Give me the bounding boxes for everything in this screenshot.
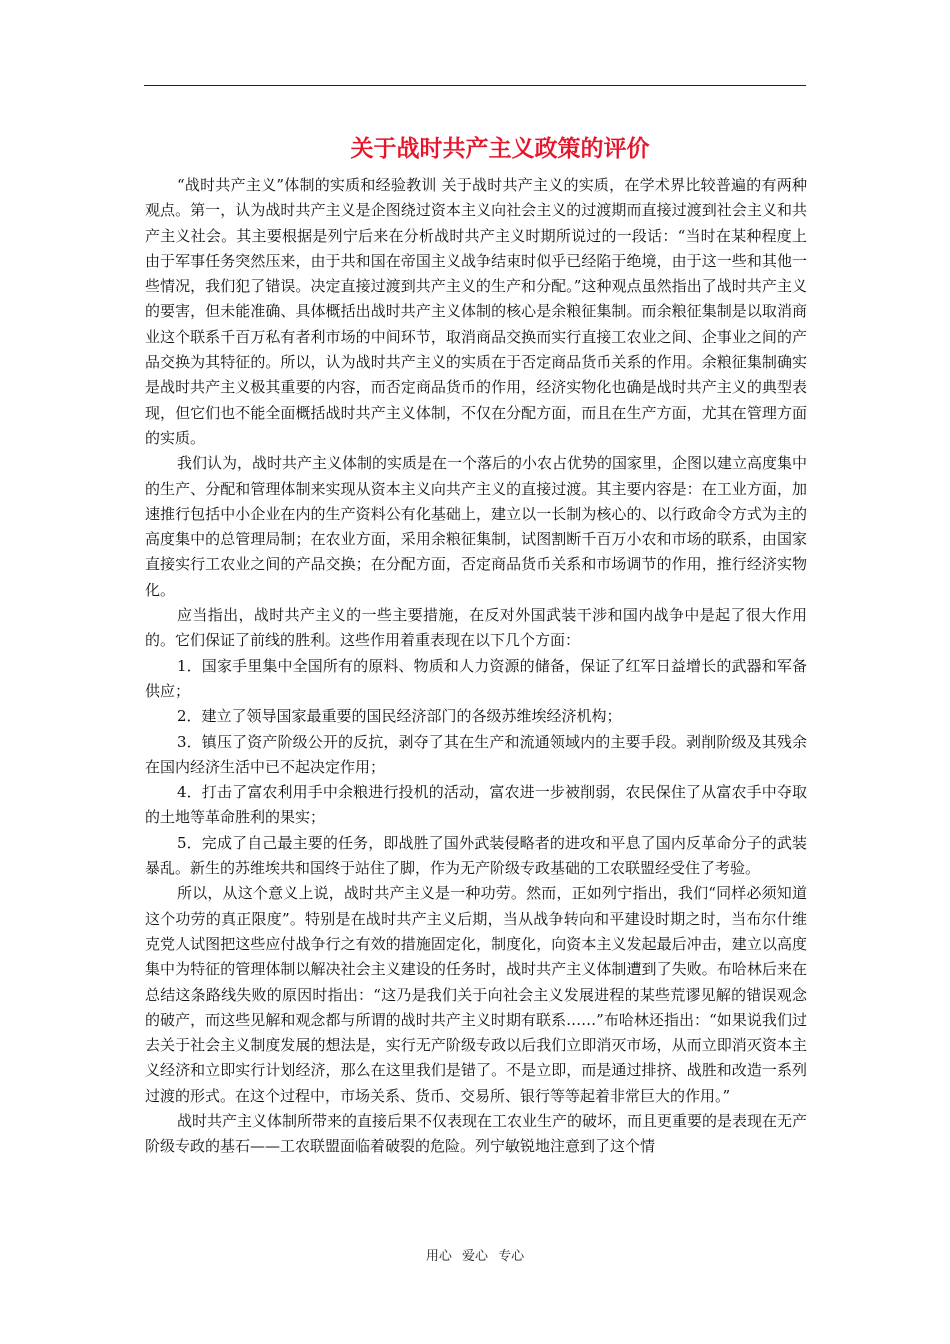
article-body [145,173,807,1160]
list-item: 1．国家手里集中全国所有的原料、物质和人力资源的储备，保证了红军日益增长的武器和军备供应； [145,656,807,700]
paragraph: 应当指出，战时共产主义的一些主要措施，在反对外国武装干涉和国内战争中是起了很大作用的。它们保证了前线的胜利。这些作用着重表现在以下几个方面： [145,606,807,650]
paragraph: “战时共产主义”体制的实质和经验教训 关于战时共产主义的实质，在学术界比较普遍的有两种观点。第一，认为战时共产主义是企图绕过资本主义向社会主义的过渡期而直接过渡到社会主义和共产主义社会。其主要根据是列宁后来在分析战时共产主义时期所说过的一段话：“当时在某种程度上由于军事任务突然压来，由于共和国在帝国主义战争结束时似乎已经陷于绝境，由于这一些和其他一些情况，我们犯了错误。决定直接过渡到共产主义的生产和分配。”这种观点虽然指出了战时共产主义的要害，但未能准确、具体概括出战时共产主义体制的核心是余粮征集制。而余粮征集制是以取消商业这个联系千百万私有者利市场的中间环节，取消商品交换而实行直接工农业之间、企事业之间的产品交换为其特征的。所以，认为战时共产主义的实质在于否定商品货币关系的作用。余粮征集制确实是战时共产主义极其重要的内容，而否定商品货币的作用，经济实物化也确是战时共产主义的典型表现，但它们也不能全面概括战时共产主义体制，不仅在分配方面，而且在生产方面，尤其在管理方面的实质。 [145,176,807,447]
paragraph: 所以，从这个意义上说，战时共产主义是一种功劳。然而，正如列宁指出，我们“同样必须知道这个功劳的真正限度”。特别是在战时共产主义后期，当从战争转向和平建设时期之时，当布尔什维克党人试图把这些应付战争行之有效的措施固定化，制度化，向资本主义发起最后冲击，建立以高度集中为特征的管理体制以解决社会主义建设的任务时，战时共产主义体制遭到了失败。布哈林后来在总结这条路线失败的原因时指出：“这乃是我们关于向社会主义发展进程的某些荒谬见解的错误观念的破产，而这些见解和观念都与所谓的战时共产主义时期有联系……”布哈林还指出：“如果说我们过去关于社会主义制度发展的想法是，实行无产阶级专政以后我们立即消灭市场，从而立即消灭资本主义经济和立即实行计划经济，那么在这里我们是错了。不是立即，而是通过排挤、战胜和改造一系列过渡的形式。在这个过程中，市场关系、货币、交易所、银行等等起着非常巨大的作用。” [145,884,807,1105]
list-item: 5．完成了自己最主要的任务，即战胜了国外武装侵略者的进攻和平息了国内反革命分子的武装暴乱。新生的苏维埃共和国终于站住了脚，作为无产阶级专政基础的工农联盟经受住了考验。 [145,833,807,878]
header-rule [144,85,806,86]
paragraph: 战时共产主义体制所带来的直接后果不仅表现在工农业生产的破坏，而且更重要的是表现在无产阶级专政的基石——工农联盟面临着破裂的危险。列宁敏锐地注意到了这个情 [145,1111,808,1156]
list-item: 2．建立了领导国家最重要的国民经济部门的各级苏维埃经济机构； [177,707,622,726]
paragraph: 我们认为，战时共产主义体制的实质是在一个落后的小农占优势的国家里，企图以建立高度集中的生产、分配和管理体制来实现从资本主义向共产主义的直接过渡。其主要内容是：在工业方面，加速推行包括中小企业在内的生产资料公有化基础上，建立以一长制为核心的、以行政命令方式为主的高度集中的总管理局制；在农业方面，采用余粮征集制，试图割断千百万小农和市场的联系，由国家直接实行工农业之间的产品交换；在分配方面，否定商品货币关系和市场调节的作用，推行经济实物化。 [145,454,808,599]
document-title: 关于战时共产主义政策的评价 [350,136,650,162]
list-item: 4．打击了富农利用手中余粮进行投机的活动，富农进一步被削弱，农民保住了从富农手中夺取的土地等革命胜利的果实； [145,783,807,827]
list-item: 3．镇压了资产阶级公开的反抗，剥夺了其在生产和流通领域内的主要手段。剥削阶级及其残余在国内经济生活中已不起决定作用； [145,732,807,776]
page-footer: 用心 爱心 专心 [425,1249,525,1264]
